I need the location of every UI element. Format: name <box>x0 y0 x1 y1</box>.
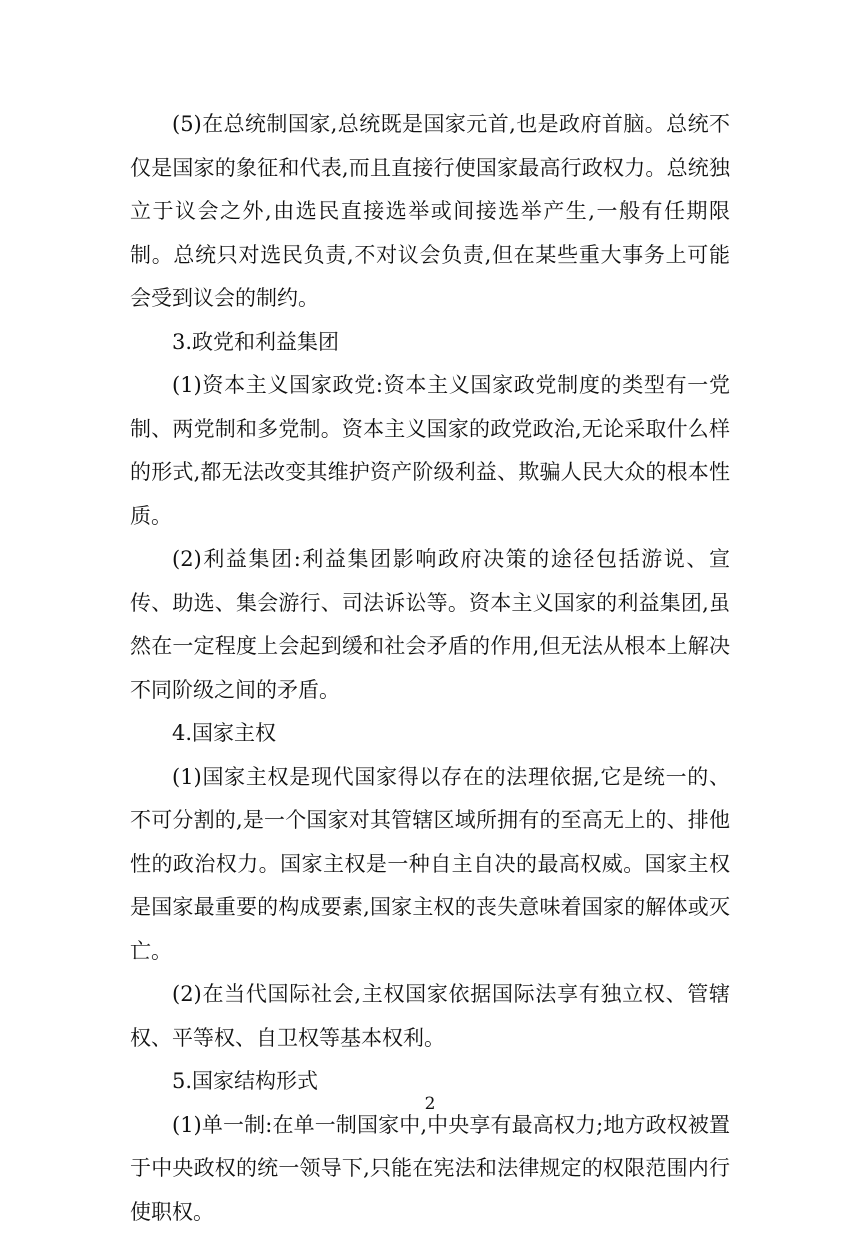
paragraph-capitalist-parties: (1)资本主义国家政党:资本主义国家政党制度的类型有一党制、两党制和多党制。资本主义国家的政党政治,无论采取什么样的形式,都无法改变其维护资产阶级利益、欺骗人民大众的根本性质。 <box>130 364 730 538</box>
paragraph-president-system: (5)在总统制国家,总统既是国家元首,也是政府首脑。总统不仅是国家的象征和代表,而且直接行使国家最高行政权力。总统独立于议会之外,由选民直接选举或间接选举产生,一般有任期限制。总统只对选民负责,不对议会负责,但在某些重大事务上可能会受到议会的制约。 <box>130 103 730 321</box>
paragraph-sovereign-rights: (2)在当代国际社会,主权国家依据国际法享有独立权、管辖权、平等权、自卫权等基本权利。 <box>130 973 730 1060</box>
document-body <box>130 103 730 1234</box>
paragraph-interest-groups: (2)利益集团:利益集团影响政府决策的途径包括游说、宣传、助选、集会游行、司法诉讼等。资本主义国家的利益集团,虽然在一定程度上会起到缓和社会矛盾的作用,但无法从根本上解决不同阶级之间的矛盾。 <box>130 538 730 712</box>
page-number: 2 <box>0 1092 860 1116</box>
section-heading-sovereignty: 4.国家主权 <box>130 712 730 756</box>
section-heading-parties: 3.政党和利益集团 <box>130 321 730 365</box>
paragraph-unitary-system: (1)单一制:在单一制国家中,中央享有最高权力;地方政权被置于中央政权的统一领导下,只能在宪法和法律规定的权限范围内行使职权。 <box>130 1104 730 1234</box>
section-heading-state-structure: 5.国家结构形式 <box>130 1060 730 1104</box>
paragraph-sovereignty-basis: (1)国家主权是现代国家得以存在的法理依据,它是统一的、不可分割的,是一个国家对其管辖区域所拥有的至高无上的、排他性的政治权力。国家主权是一种自主自决的最高权威。国家主权是国家最重要的构成要素,国家主权的丧失意味着国家的解体或灭亡。 <box>130 756 730 974</box>
